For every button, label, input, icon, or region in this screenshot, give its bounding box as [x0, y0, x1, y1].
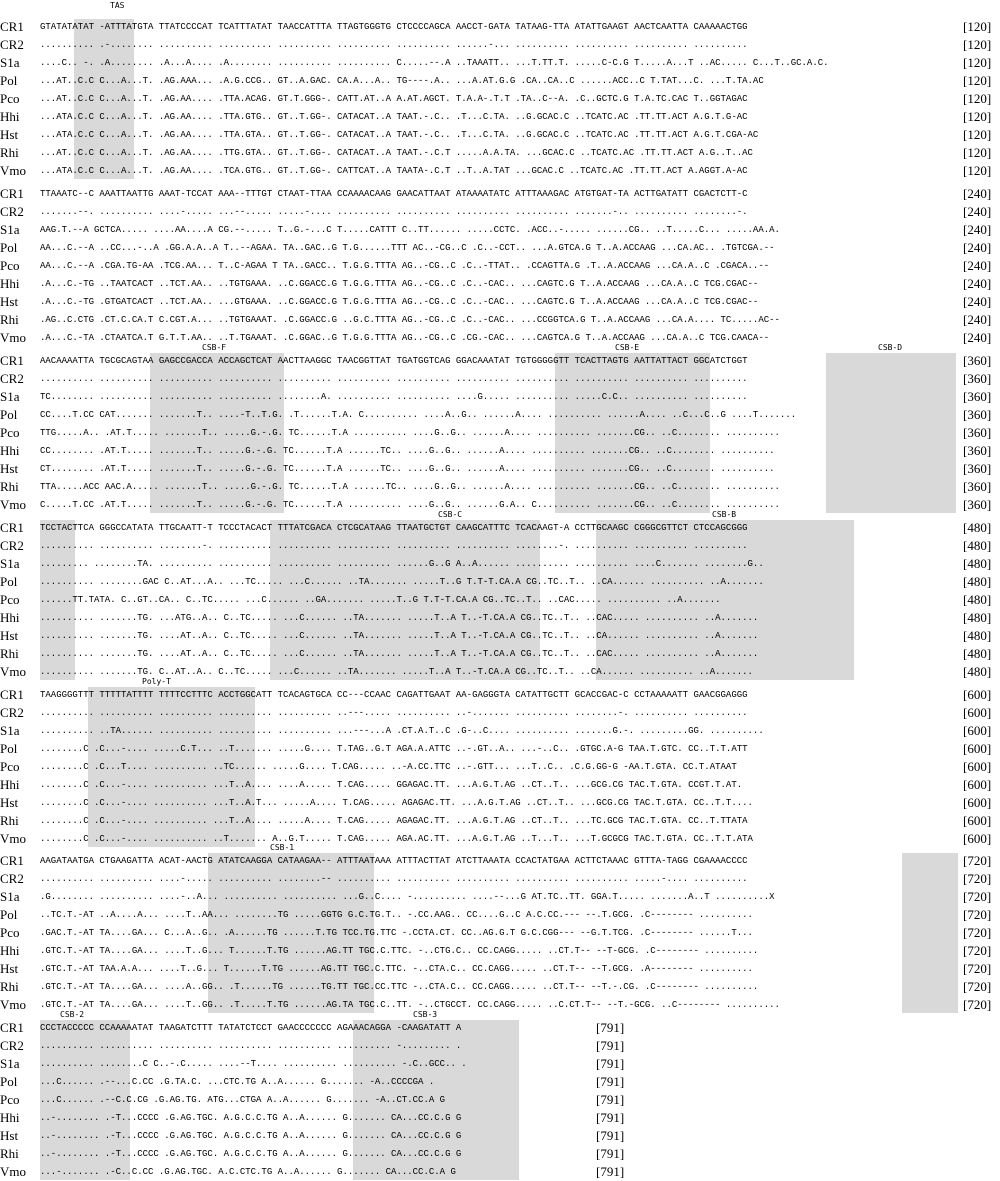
- taxon-label: Vmo: [0, 664, 26, 679]
- taxon-label: Rhi: [0, 312, 19, 327]
- alignment-block: [0, 510, 1000, 681]
- sequence-row: [0, 126, 1000, 144]
- sequence-text: ...AT..C.C C...A...T. .AG.AAA... .A.G.CCG.. GT..A.GAC. CA.A...A.. TG----.A.. ...A.AT.G.G .CA..CA..C ......ACC..C T.TAT...C. ...T.TA.AC: [40, 76, 764, 86]
- position-counter: [480]: [963, 556, 992, 571]
- sequence-row: [0, 960, 1000, 978]
- taxon-label: Vmo: [0, 997, 26, 1012]
- sequence-text: .......... ........C C..-.C..... ....--T.... .......... .......... -.C..GCC.. .: [40, 1059, 467, 1069]
- sequence-text: .......... .......... .......... .......... .......... ..---..... .......... ..-....... .......... ........-. .......... ..........: [40, 708, 748, 718]
- sequence-text: ..TC.T.-AT ..A....A... ....T..AA... ........TG .....GGTG G.C.TG.T.. -.CC.AAG.. CC....G..C A.C.CC.--- --.T.GCG. .C-------- ..........: [40, 910, 753, 920]
- sequence-text: AAGATAATGA CTGAAGATTA ACAT-AACTG ATATCAAGGA CATAAGAA-- ATTTAATAAA ATTTACTTAT ATCTTAAATA CCACTATGAA ACTTCTAAAC GTTTA-TAGG CGAAAACCCC: [40, 856, 748, 866]
- position-counter: [791]: [596, 1038, 625, 1053]
- position-counter: [360]: [963, 407, 992, 422]
- feature-label: CSB-3: [413, 1010, 438, 1019]
- sequence-text: ...AT..C.C C...A...T. .AG.AA.... .TTG.GTA.. GT..T.GG-. CATACAT..A TAAT.-.C.T .....A.A.TA. ...GCAC.C ..TCATC.AC .TT.TT.ACT A.G..T..AC: [40, 148, 753, 158]
- sequence-text: .GTC.T.-AT TA....GA... ....T..GG.. .T.....T.TG ......AG.TA TGC.C..TT. -..CTGCCT. CC.CAGG..... ..C.CT.T-- --T.-GCG. ..C-------- ..........: [40, 1000, 780, 1010]
- sequence-text: AA...C.--A ..CC...-..A .GG.A.A..A T..--AGAA. TA..GAC..G T.G......TTT AC..-CG..C .C..-CCT.. ...A.GTCA.G T..A.ACCAAG ...CA.AC.. .TGTCGA.--: [40, 243, 775, 253]
- position-counter: [360]: [963, 425, 992, 440]
- sequence-text: .......... .......... ........-. .......... .......... .......... .......... .......... ........-. .......... .......... ..........: [40, 541, 748, 551]
- sequence-text: .......... .......TG. C..AT..A.. C..TC..... ...C...... ..TA....... .....T..A T..-T.CA.A CG..TC..T.. ..CA...... .......... ..A.......: [40, 667, 753, 677]
- position-counter: [600]: [963, 777, 992, 792]
- taxon-label: CR1: [0, 186, 24, 201]
- sequence-row: [0, 852, 1000, 870]
- sequence-text: ..-........ .-T...CCCC .G.AG.TGC. A.G.C.C.TG A..A...... G....... CA...CC.C.G G: [40, 1131, 462, 1141]
- taxon-label: Hhi: [0, 610, 20, 625]
- position-counter: [600]: [963, 687, 992, 702]
- sequence-row: [0, 370, 1000, 388]
- sequence-text: ...C...... .--...C.CC .G.TA.C. ...CTC.TG A..A...... G....... -A..CCCCGA .: [40, 1077, 435, 1087]
- position-counter: [360]: [963, 443, 992, 458]
- sequence-row: [0, 704, 1000, 722]
- position-counter: [120]: [963, 145, 992, 160]
- sequence-row: [0, 203, 1000, 221]
- sequence-text: ........C .C...-.... .......... ...T..A.... ....A..... T.CAG..... GGAGAC.TT. ...A.G.T.AG ..CT..T.. ...GCG.CG TAC.T.GTA. CCGT.T.AT.: [40, 780, 743, 790]
- sequence-text: CC....T.CC CAT....... .......T.. ....-T..T.G. .T......T.A. C.......... ....A..G.. ......A.... .......... ......A.... ..C...C..G ....T.......: [40, 410, 797, 420]
- position-counter: [791]: [596, 1110, 625, 1125]
- position-counter: [720]: [963, 979, 992, 994]
- sequence-text: ..-........ .-T...CCCC .G.AG.TGC. A.G.C.C.TG A..A...... G....... CA...CC.C.G G: [40, 1149, 462, 1159]
- sequence-row: [0, 185, 1000, 203]
- taxon-label: Hhi: [0, 443, 20, 458]
- taxon-label: Pol: [0, 907, 18, 922]
- position-counter: [720]: [963, 925, 992, 940]
- sequence-text: .......... ........GAC C..AT...A.. ...TC..... ...C...... ..TA....... .....T..G T.T-T.CA.A CG..TC..T.. ..CA...... .......... ..A.......: [40, 577, 764, 587]
- sequence-text: C.....T.CC .AT.T..... .......T.. .....G.-.G. TC......T.A .......... ....G..G.. ......G.A.. C.......... .......CG.. ..C........ ..........: [40, 500, 780, 510]
- sequence-text: CT........ .AT.T..... .......T.. .....G.-.G. TC......T.A ......TC.. ....G..G.. ......A.... .......... .......CG.. ..C........ ..........: [40, 464, 775, 474]
- sequence-text: .......... .......TG. ...ATG..A.. C..TC..... ...C...... ..TA....... .....T..A T..-T.CA.A CG..TC..T.. ..CAC..... .......... ..A.......: [40, 613, 759, 623]
- alignment-block: [0, 343, 1000, 514]
- sequence-row: [0, 555, 1000, 573]
- taxon-label: Hst: [0, 961, 19, 976]
- position-counter: [120]: [963, 109, 992, 124]
- sequence-text: .GTC.T.-AT TA....GA... ....A..GG.. .T......TG ......TG.TT TGC.CC.TTC -..CTA.C.. CC.CAGG..... ..CT.T-- --T.-.CG. .C-------- ..........: [40, 982, 759, 992]
- taxon-label: Pco: [0, 759, 20, 774]
- taxon-label: Pco: [0, 91, 20, 106]
- position-counter: [120]: [963, 19, 992, 34]
- position-counter: [120]: [963, 55, 992, 70]
- position-counter: [240]: [963, 186, 992, 201]
- taxon-label: Vmo: [0, 497, 26, 512]
- position-counter: [360]: [963, 389, 992, 404]
- sequence-text: AACAAAATTA TGCGCAGTAA GAGCCGACCA ACCAGCTCAT AACTTAAGGC TAACGGTTAT TGATGGTCAG GGACAAATAT TGTGGGGGTT TCACTTAGTG AATTATTACT GGCATCTGGT: [40, 356, 748, 366]
- sequence-row: [0, 740, 1000, 758]
- taxon-label: Hhi: [0, 1110, 20, 1125]
- feature-label: CSB-D: [878, 343, 903, 352]
- sequence-row: [0, 54, 1000, 72]
- sequence-text: ..-........ .-T...CCCC .G.AG.TGC. A.G.C.C.TG A..A...... G....... CA...CC.C.G G: [40, 1113, 462, 1123]
- position-counter: [120]: [963, 37, 992, 52]
- sequence-row: [0, 424, 1000, 442]
- taxon-label: Rhi: [0, 979, 19, 994]
- position-counter: [791]: [596, 1146, 625, 1161]
- sequence-row: [0, 888, 1000, 906]
- sequence-row: [0, 257, 1000, 275]
- sequence-text: TC........ .......... .......... .......... ........A. .......... .......... ....G..... .......... .....C.C.. .......... ..........: [40, 392, 748, 402]
- sequence-row: [0, 942, 1000, 960]
- position-counter: [600]: [963, 795, 992, 810]
- sequence-text: TCCTACTTCA GGGCCATATA TTGCAATT-T TCCCTACACT TTTATCGACA CTCGCATAAG TTAATGCTGT CAAGCATTTC TCACAAGT-A CCTTGCAAGC CGGGCGTTCT CTCCAGCGGG: [40, 523, 748, 533]
- position-counter: [720]: [963, 943, 992, 958]
- position-counter: [240]: [963, 258, 992, 273]
- position-counter: [791]: [596, 1056, 625, 1071]
- position-counter: [480]: [963, 664, 992, 679]
- sequence-text: .A...C.-TA .CTAATCA.T G.T.T.AA.. ..T.TGAAAT. .C.GGAC..G T.G.G.TTTA AG..-CG..C .CG.-CAC.. ...CAGTCA.G T..A.ACCAAG ...CA.A..C TCG.CAACA--: [40, 333, 770, 343]
- taxon-label: S1a: [0, 556, 20, 571]
- position-counter: [480]: [963, 628, 992, 643]
- sequence-row: [0, 1127, 1000, 1145]
- sequence-row: [0, 442, 1000, 460]
- taxon-label: Hst: [0, 628, 19, 643]
- sequence-row: [0, 1037, 1000, 1055]
- position-counter: [720]: [963, 871, 992, 886]
- taxon-label: Vmo: [0, 163, 26, 178]
- taxon-label: CR1: [0, 1020, 24, 1035]
- sequence-row: [0, 352, 1000, 370]
- position-counter: [791]: [596, 1092, 625, 1107]
- sequence-row: [0, 406, 1000, 424]
- sequence-row: [0, 478, 1000, 496]
- sequence-row: [0, 591, 1000, 609]
- sequence-text: .......... ..TA...... .......... .......... .......... ...---...A .CT.A.T..C .G-..C.... .......... .......G.-. .........GG. ..........: [40, 726, 764, 736]
- taxon-label: Pco: [0, 925, 20, 940]
- sequence-row: [0, 627, 1000, 645]
- position-counter: [720]: [963, 961, 992, 976]
- sequence-row: [0, 519, 1000, 537]
- taxon-label: S1a: [0, 222, 20, 237]
- sequence-row: [0, 870, 1000, 888]
- position-counter: [600]: [963, 759, 992, 774]
- sequence-row: [0, 686, 1000, 704]
- taxon-label: Hst: [0, 795, 19, 810]
- position-counter: [720]: [963, 997, 992, 1012]
- position-counter: [600]: [963, 741, 992, 756]
- taxon-label: S1a: [0, 723, 20, 738]
- position-counter: [360]: [963, 497, 992, 512]
- position-counter: [480]: [963, 538, 992, 553]
- sequence-text: ...AT..C.C C...A...T. .AG.AA.... .TTA.ACAG. GT.T.GGG-. CATT.AT..A A.AT.AGCT. T.A.A-.T.T .TA..C--A. .C..GCTC.G T.A.TC.CAC T..GGTAGAC: [40, 94, 748, 104]
- taxon-label: S1a: [0, 1056, 20, 1071]
- position-counter: [480]: [963, 592, 992, 607]
- sequence-text: ........C .C...-.... .......... ...T..A.T... .....A.... T.CAG..... AGAGAC.TT. ...A.G.T.AG ..CT..T.. ...GCG.CG TAC.T.GTA. CC..T.T....: [40, 798, 753, 808]
- position-counter: [480]: [963, 574, 992, 589]
- alignment-block: [0, 1010, 1000, 1181]
- sequence-row: [0, 645, 1000, 663]
- sequence-row: [0, 311, 1000, 329]
- taxon-label: CR1: [0, 19, 24, 34]
- position-counter: [240]: [963, 276, 992, 291]
- sequence-row: [0, 722, 1000, 740]
- taxon-label: Pol: [0, 73, 18, 88]
- sequence-text: .......... .......... ....-..... .......... ........-- .......... .......... .......... .......... .......... .....-.... ..........: [40, 874, 748, 884]
- position-counter: [240]: [963, 222, 992, 237]
- sequence-row: [0, 924, 1000, 942]
- taxon-label: CR2: [0, 371, 24, 386]
- taxon-label: Pco: [0, 425, 20, 440]
- sequence-row: [0, 90, 1000, 108]
- taxon-label: CR2: [0, 1038, 24, 1053]
- sequence-text: .GTC.T.-AT TA....GA... ....T..G... T......T.TG ......AG.TT TGC.C.TTC. -..CTG.C.. CC.CAGG..... ..CT.T-- --T-GCG. .C-------- ..........: [40, 946, 759, 956]
- taxon-label: CR2: [0, 538, 24, 553]
- position-counter: [720]: [963, 907, 992, 922]
- position-counter: [240]: [963, 204, 992, 219]
- feature-label: CSB-B: [712, 510, 737, 519]
- sequence-text: .A...C.-TG .GTGATCACT ..TCT.AA.. ...GTGAAA. ..C.GGACC.G T.G.G.TTTA AG..-CG..C .C..-CAC.. ...CAGTC.G T..A.ACCAAG ...CA.A..C TCG.CGAC--: [40, 297, 759, 307]
- sequence-row: [0, 1091, 1000, 1109]
- taxon-label: CR2: [0, 871, 24, 886]
- taxon-label: Vmo: [0, 1164, 26, 1179]
- sequence-text: ...ATA.C.C C...A...T. .AG.AA.... .TTA.GTG.. GT..T.GG-. CATACAT..A TAAT.-.C.. .T...C.TA. ..G.GCAC.C ..TCATC.AC .TT.TT.ACT A.G.T.G-AC: [40, 112, 748, 122]
- position-counter: [120]: [963, 127, 992, 142]
- position-counter: [120]: [963, 91, 992, 106]
- sequence-row: [0, 906, 1000, 924]
- sequence-row: [0, 388, 1000, 406]
- sequence-text: TTG.....A.. .AT.T..... .......T.. .....G.-.G. TC......T.A .......... ....G..G.. ......A.... .......... .......CG.. ..C........ ..........: [40, 428, 780, 438]
- taxon-label: Pol: [0, 240, 18, 255]
- sequence-row: [0, 812, 1000, 830]
- sequence-row: [0, 1019, 1000, 1037]
- sequence-text: ....C.. -. .A........ .A...A.... .A........ .......... .......... C.....--.A ..TAAATT.. ...T.TT.T. .....C-C.G T.....A...T ..AC..... C...T..GC.A.C.: [40, 58, 829, 68]
- position-counter: [600]: [963, 831, 992, 846]
- sequence-row: [0, 794, 1000, 812]
- position-counter: [480]: [963, 646, 992, 661]
- alignment-block: [0, 677, 1000, 848]
- sequence-text: .......... .......TG. ....AT..A.. C..TC..... ...C...... ..TA....... .....T..A T..-T.CA.A CG..TC..T.. ..CAC..... .......... ..A.......: [40, 649, 759, 659]
- taxon-label: CR1: [0, 687, 24, 702]
- sequence-text: AA...C.--A .CGA.TG-AA .TCG.AA... T..C-AGAA T TA..GACC.. T.G.G.TTTA AG..-CG..C .C..-TTAT.. .CCAGTTA.G .T..A.ACCAAG ...CA.A..C .CGACA..--: [40, 261, 770, 271]
- taxon-label: Pco: [0, 1092, 20, 1107]
- sequence-text: .GTC.T.-AT TAA.A.A... ....T..G... T......T.TG ......AG.TT TGC.C.TTC. -..CTA.C.. CC.CAGG..... ..CT.T-- --T.GCG. .A-------- ..........: [40, 964, 753, 974]
- position-counter: [240]: [963, 294, 992, 309]
- sequence-text: .A...C.-TG ..TAATCACT ..TCT.AA.. ..TGTGAAA. ..C.GGACC.G T.G.G.TTTA AG..-CG..C .C..-CAC.. ...CAGTC.G T..A.ACCAAG ...CA.A..C TCG.CGAC--: [40, 279, 759, 289]
- sequence-row: [0, 978, 1000, 996]
- sequence-text: CC........ .AT.T..... .......T.. .....G.-.G. TC......T.A ......TC.. ....G..G.. ......A.... .......... .......CG.. ..C........ ..........: [40, 446, 775, 456]
- taxon-label: S1a: [0, 55, 20, 70]
- feature-label: Poly-T: [142, 677, 171, 686]
- sequence-row: [0, 72, 1000, 90]
- sequence-row: [0, 1073, 1000, 1091]
- sequence-text: ...C...... .--C.C.CG .G.AG.TG. ATG...CTGA A..A...... G....... -A..CT.CC.A G: [40, 1095, 446, 1105]
- position-counter: [120]: [963, 73, 992, 88]
- taxon-label: Hhi: [0, 777, 20, 792]
- position-counter: [600]: [963, 723, 992, 738]
- sequence-row: [0, 460, 1000, 478]
- position-counter: [240]: [963, 240, 992, 255]
- feature-label: CSB-2: [60, 1010, 85, 1019]
- taxon-label: Pco: [0, 258, 20, 273]
- taxon-label: Hst: [0, 461, 19, 476]
- taxon-label: CR2: [0, 705, 24, 720]
- taxon-label: S1a: [0, 889, 20, 904]
- taxon-label: Vmo: [0, 330, 26, 345]
- feature-label: TAS: [110, 1, 125, 10]
- sequence-row: [0, 18, 1000, 36]
- sequence-text: ........C .C...-.... .......... ...T..A.... .....A.... T.CAG..... AGAGAC.TT. ...A.G.T.AG ..CT..T.. ...TC.GCG TAC.T.GTA. CC..T.TTATA: [40, 816, 748, 826]
- taxon-label: S1a: [0, 389, 20, 404]
- position-counter: [791]: [596, 1074, 625, 1089]
- sequence-text: CCCTACCCCC CCAAAAATAT TAAGATCTTT TATATCTCCT GAACCCCCCC AGAAACAGGA -CAAGATATT A: [40, 1023, 462, 1033]
- sequence-text: ...ATA.C.C C...A...T. .AG.AA.... .TCA.GTG.. GT..T.GG-. CATTCAT..A TAATA-.C.T ..T..A.TAT ...GCAC.C ..TCATC.AC .TT.TT.ACT A.AGGT.A-AC: [40, 166, 748, 176]
- taxon-label: CR1: [0, 520, 24, 535]
- sequence-row: [0, 1163, 1000, 1181]
- position-counter: [240]: [963, 312, 992, 327]
- sequence-text: ........C .C...T.... .......... ..TC...... .....G.... T.CAG..... ..-A.CC.TTC ..-.GTT... ...T..C.. .C.G.GG-G -AA.T.GTA. CC.T.ATAAT: [40, 762, 737, 772]
- position-counter: [791]: [596, 1164, 625, 1179]
- position-counter: [360]: [963, 371, 992, 386]
- position-counter: [600]: [963, 705, 992, 720]
- feature-label: CSB-F: [202, 343, 227, 352]
- position-counter: [600]: [963, 813, 992, 828]
- sequence-row: [0, 573, 1000, 591]
- sequence-row: [0, 1055, 1000, 1073]
- taxon-label: Hhi: [0, 276, 20, 291]
- taxon-label: Vmo: [0, 831, 26, 846]
- sequence-row: [0, 758, 1000, 776]
- sequence-text: ......TT.TATA. C..GT..CA.. C..TC..... ...C...... ..GA....... .....T..G T.T-T.CA.A CG..TC..T.. ..CAC..... .......... ..A.......: [40, 595, 721, 605]
- taxon-label: Hhi: [0, 943, 20, 958]
- taxon-label: Pol: [0, 407, 18, 422]
- sequence-text: .......... .......... .......... .......... .......... .......... -......... .: [40, 1041, 462, 1051]
- sequence-row: [0, 36, 1000, 54]
- sequence-text: TTAAATC--C AAATTAATTG AAAT-TCCAT AAA--TTTGT CTAAT-TTAA CCAAAACAAG GAACATTAAT ATAAAATATC ATTTAAAGAC ATGTGAT-TA ACTTGATATT CGACTCTT-C: [40, 189, 748, 199]
- position-counter: [240]: [963, 330, 992, 345]
- position-counter: [720]: [963, 853, 992, 868]
- taxon-label: Pol: [0, 574, 18, 589]
- taxon-label: Rhi: [0, 479, 19, 494]
- sequence-text: ......... ........TA. .......... .......... .......... .......... ......G..G A..A...... .......... .......... ....C....... ........G..: [40, 559, 764, 569]
- feature-label: CSB-C: [438, 510, 463, 519]
- position-counter: [720]: [963, 889, 992, 904]
- sequence-text: ...ATA.C.C C...A...T. .AG.AA.... .TTA.GTA.. GT..T.GG-. CATACAT..A TAAT.-.C.. .T...C.TA. ..G.GCAC.C ..TCATC.AC .TT.TT.ACT A.G.T.CGA-AC: [40, 130, 759, 140]
- position-counter: [360]: [963, 479, 992, 494]
- position-counter: [120]: [963, 163, 992, 178]
- sequence-text: .G........ .......... ....-..A... .......... .......... ...G..C.... -.......... ....--...G AT.TC..TT. GGA.T..... .......A..T ..........X: [40, 892, 775, 902]
- position-counter: [480]: [963, 610, 992, 625]
- sequence-row: [0, 776, 1000, 794]
- feature-label: CSB-1: [270, 843, 295, 852]
- position-counter: [791]: [596, 1128, 625, 1143]
- taxon-label: CR1: [0, 353, 24, 368]
- sequence-row: [0, 221, 1000, 239]
- sequence-text: .......... .......... .......... .......... .......... .......... .......... .......... .......... .......... .......... ..........: [40, 374, 748, 384]
- taxon-label: Rhi: [0, 145, 19, 160]
- position-counter: [791]: [596, 1020, 625, 1035]
- taxon-label: Pol: [0, 1074, 18, 1089]
- sequence-row: [0, 1145, 1000, 1163]
- taxon-label: Pol: [0, 741, 18, 756]
- sequence-text: .GAC.T.-AT TA....GA... C...A..G.. .A......TG ......T.TG TCC.TG.TTC -.CCTA.CT. CC..AG.G.T G.C.CGG--- --G.T.TCG. .C-------- ......T...: [40, 928, 753, 938]
- taxon-label: Rhi: [0, 646, 19, 661]
- sequence-row: [0, 144, 1000, 162]
- position-counter: [360]: [963, 461, 992, 476]
- sequence-text: TTA.....ACC AAC.A..... .......T.. .....G.-.G. TC......T.A ......TC.. ....G..G.. ......A.... .......... .......CG.. ..C........ ..........: [40, 482, 780, 492]
- taxon-label: CR1: [0, 853, 24, 868]
- taxon-label: Pco: [0, 592, 20, 607]
- taxon-label: Hst: [0, 1128, 19, 1143]
- sequence-row: [0, 1109, 1000, 1127]
- sequence-row: [0, 275, 1000, 293]
- sequence-text: .......... .......TG. ....AT..A.. C..TC..... ...C...... ..TA....... .....T..A T..-T.CA.A CG..TC..T.. ..CA...... .......... ..A.......: [40, 631, 759, 641]
- sequence-text: .......--. .......... ....-..... ...--..... .....-.... .......... .......... .......... .......... .......-.. .......... ........-.: [40, 207, 748, 217]
- taxon-label: CR2: [0, 37, 24, 52]
- alignment-block: [0, 1, 1000, 180]
- taxon-label: CR2: [0, 204, 24, 219]
- alignment-block: [0, 176, 1000, 347]
- sequence-row: [0, 293, 1000, 311]
- taxon-label: Hhi: [0, 109, 20, 124]
- position-counter: [480]: [963, 520, 992, 535]
- sequence-text: ........C .C...-.... .....C.T... ..T....... .....G.... T.TAG..G.T AGA.A.ATTC ..-.GT..A.. ...-..C.. .GTGC.A-G TAA.T.GTC. CC..T.T.ATT: [40, 744, 748, 754]
- sequence-text: ...-....... .-C..C.CC .G.AG.TGC. A.C.CTC.TG A..A...... G....... CA...CC.C.A G: [40, 1167, 456, 1177]
- sequence-row: [0, 609, 1000, 627]
- sequence-text: AAG.T.--A GCTCA..... ....AA....A CG.--..... T..G.-...C T.....CATTT C..TT...... .....CCTC. .ACC..-..... ......CG.. ..T.....C... .....AA.A.: [40, 225, 780, 235]
- taxon-label: Rhi: [0, 1146, 19, 1161]
- position-counter: [360]: [963, 353, 992, 368]
- sequence-text: .......... .-........ .......... .......... .......... .......... .......... ......-... .......... .......... .......... ..........: [40, 40, 748, 50]
- sequence-text: ........C .C...-.... .......... ..T....... A..G.T..... T.CAG..... AGA.AC.TT. ...A.G.T.AG ..T...T.. ...T.GCGCG TAC.T.GTA. CC..T.T.ATA: [40, 834, 753, 844]
- sequence-row: [0, 537, 1000, 555]
- sequence-row: [0, 108, 1000, 126]
- sequence-text: TAAGGGGTTT TTTTTATTTT TTTTCCTTTC ACCTGGCATT TCACAGTGCA CC---CCAAC CAGATTGAAT AA-GAGGGTA CATATTGCTT GCACCGAC-C CCTAAAAATT GAACGGAGGG: [40, 690, 748, 700]
- sequence-text: GTATATATAT -ATTTATGTA TTATCCCCAT TCATTTATAT TAACCATTTA TTAGTGGGTG CTCCCCAGCA AACCT-GATA TATAAG-TTA ATATTGAAGT AACTCAATTA CAAAAACTGG: [40, 22, 748, 32]
- taxon-label: Rhi: [0, 813, 19, 828]
- sequence-row: [0, 239, 1000, 257]
- taxon-label: Hst: [0, 127, 19, 142]
- taxon-label: Hst: [0, 294, 19, 309]
- sequence-text: .AG..C.CTG .CT.C.CA.T C.CGT.A... ..TGTGAAAT. .C.GGACC.G ..G.C.TTTA AG..-CG..C .C..-CAC.. ...CCGGTCA.G T..A.ACCAAG ...CA.A.... TC.....AC--: [40, 315, 780, 325]
- feature-label: CSB-E: [615, 343, 640, 352]
- alignment-block: [0, 843, 1000, 1014]
